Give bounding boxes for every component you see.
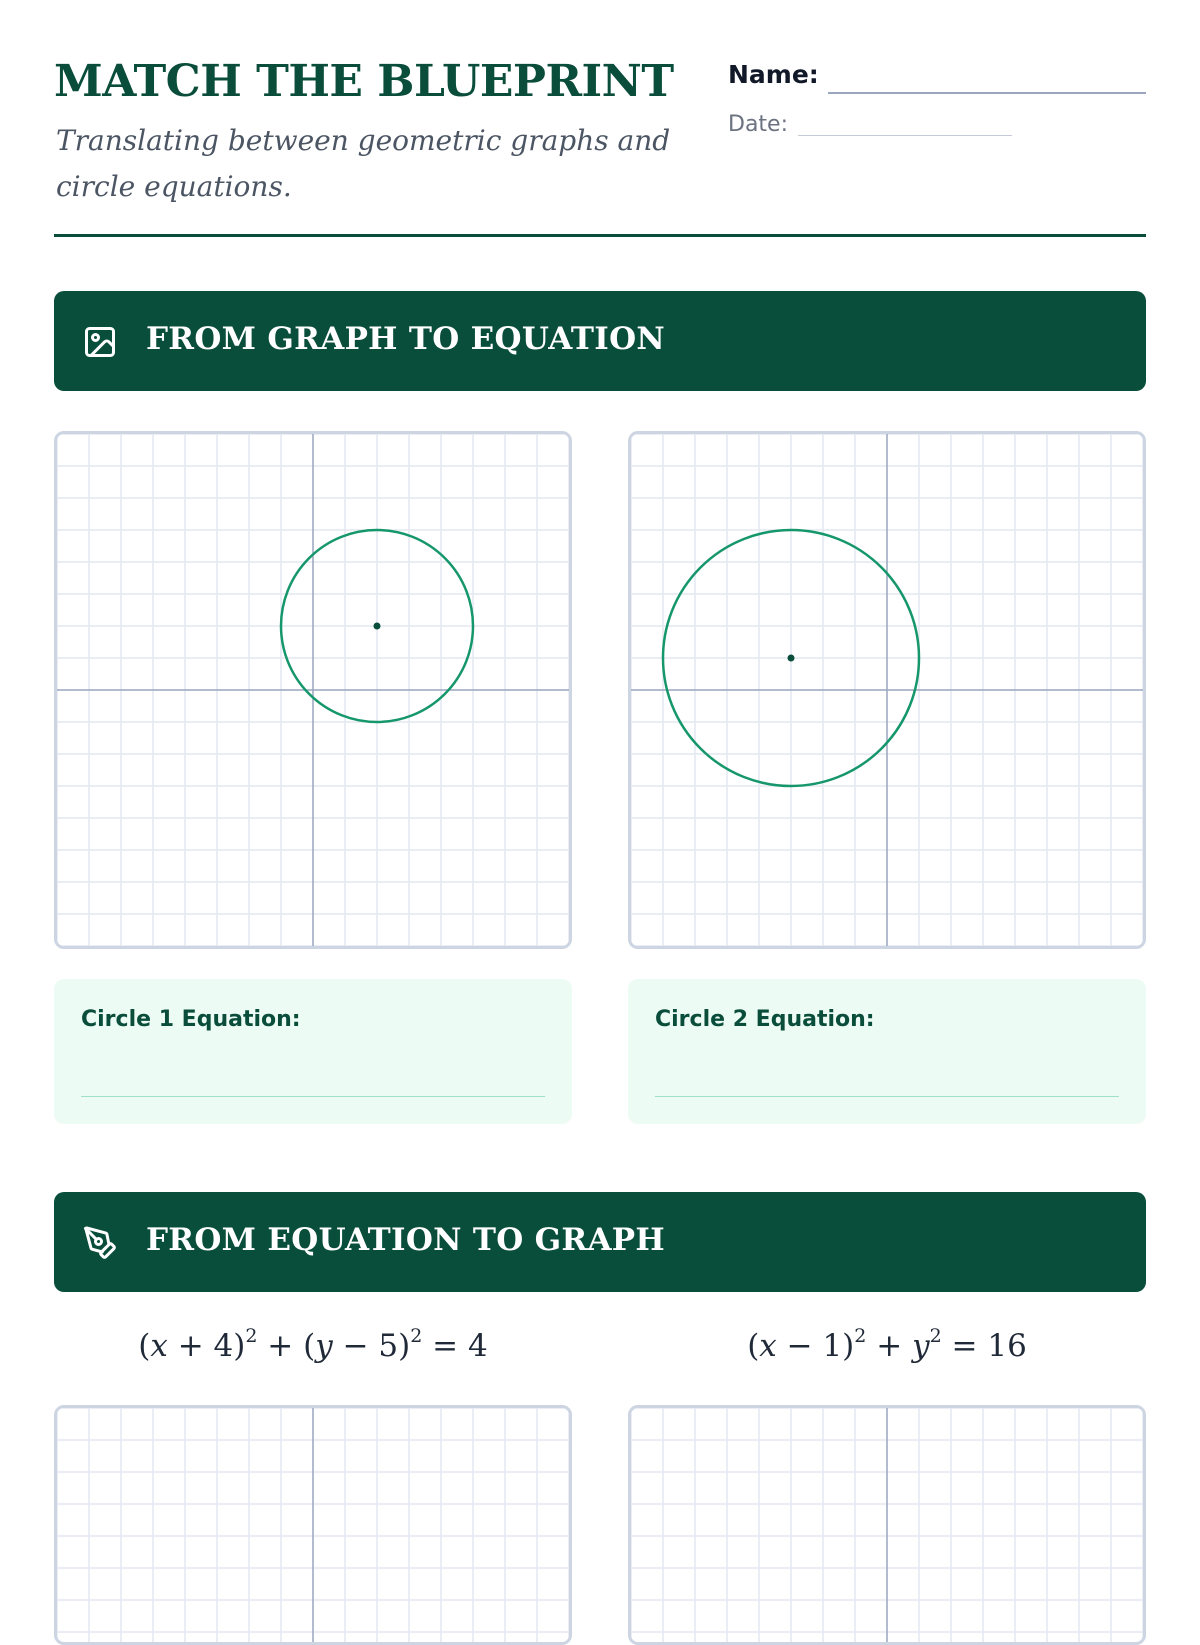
date-field[interactable] bbox=[798, 135, 1012, 136]
equation-rendered: $(x + 4)^2 + (y - 5)^2 = 4$ bbox=[138, 1325, 488, 1364]
grid-graphic bbox=[57, 434, 572, 949]
header-divider bbox=[54, 234, 1146, 237]
circle-center-point bbox=[374, 623, 381, 630]
equation-rendered: $(x - 1)^2 + y^2 = 16$ bbox=[747, 1325, 1027, 1364]
pen-tool-icon bbox=[82, 1225, 118, 1261]
name-label: Name: bbox=[728, 60, 819, 89]
equation-1 bbox=[54, 1325, 572, 1364]
section-title: FROM GRAPH TO EQUATION bbox=[146, 321, 666, 357]
page-subtitle: Translating between geometric graphs and circle equations. bbox=[56, 124, 671, 203]
section-banner-equation-to-graph bbox=[54, 1192, 1146, 1292]
section-title: FROM EQUATION TO GRAPH bbox=[146, 1222, 666, 1258]
coordinate-grid-blank-2[interactable] bbox=[628, 1405, 1146, 1645]
grid-graphic bbox=[631, 434, 1146, 949]
grid-graphic bbox=[57, 1408, 572, 1645]
image-icon bbox=[82, 324, 118, 360]
answer-input-line[interactable] bbox=[81, 1096, 545, 1097]
date-label: Date: bbox=[728, 112, 788, 137]
page-title: MATCH THE BLUEPRINT bbox=[54, 56, 674, 107]
answer-box-circle-2 bbox=[628, 979, 1146, 1124]
name-field[interactable] bbox=[828, 92, 1146, 94]
coordinate-grid-circle-1 bbox=[54, 431, 572, 949]
circle-center-point bbox=[788, 655, 795, 662]
section-banner-graph-to-equation bbox=[54, 291, 1146, 391]
grid-graphic bbox=[631, 1408, 1146, 1645]
answer-box-circle-1 bbox=[54, 979, 572, 1124]
coordinate-grid-blank-1[interactable] bbox=[54, 1405, 572, 1645]
answer-label: Circle 1 Equation: bbox=[81, 1007, 301, 1032]
coordinate-grid-circle-2 bbox=[628, 431, 1146, 949]
answer-input-line[interactable] bbox=[655, 1096, 1119, 1097]
answer-label: Circle 2 Equation: bbox=[655, 1007, 875, 1032]
equation-2 bbox=[628, 1325, 1146, 1364]
